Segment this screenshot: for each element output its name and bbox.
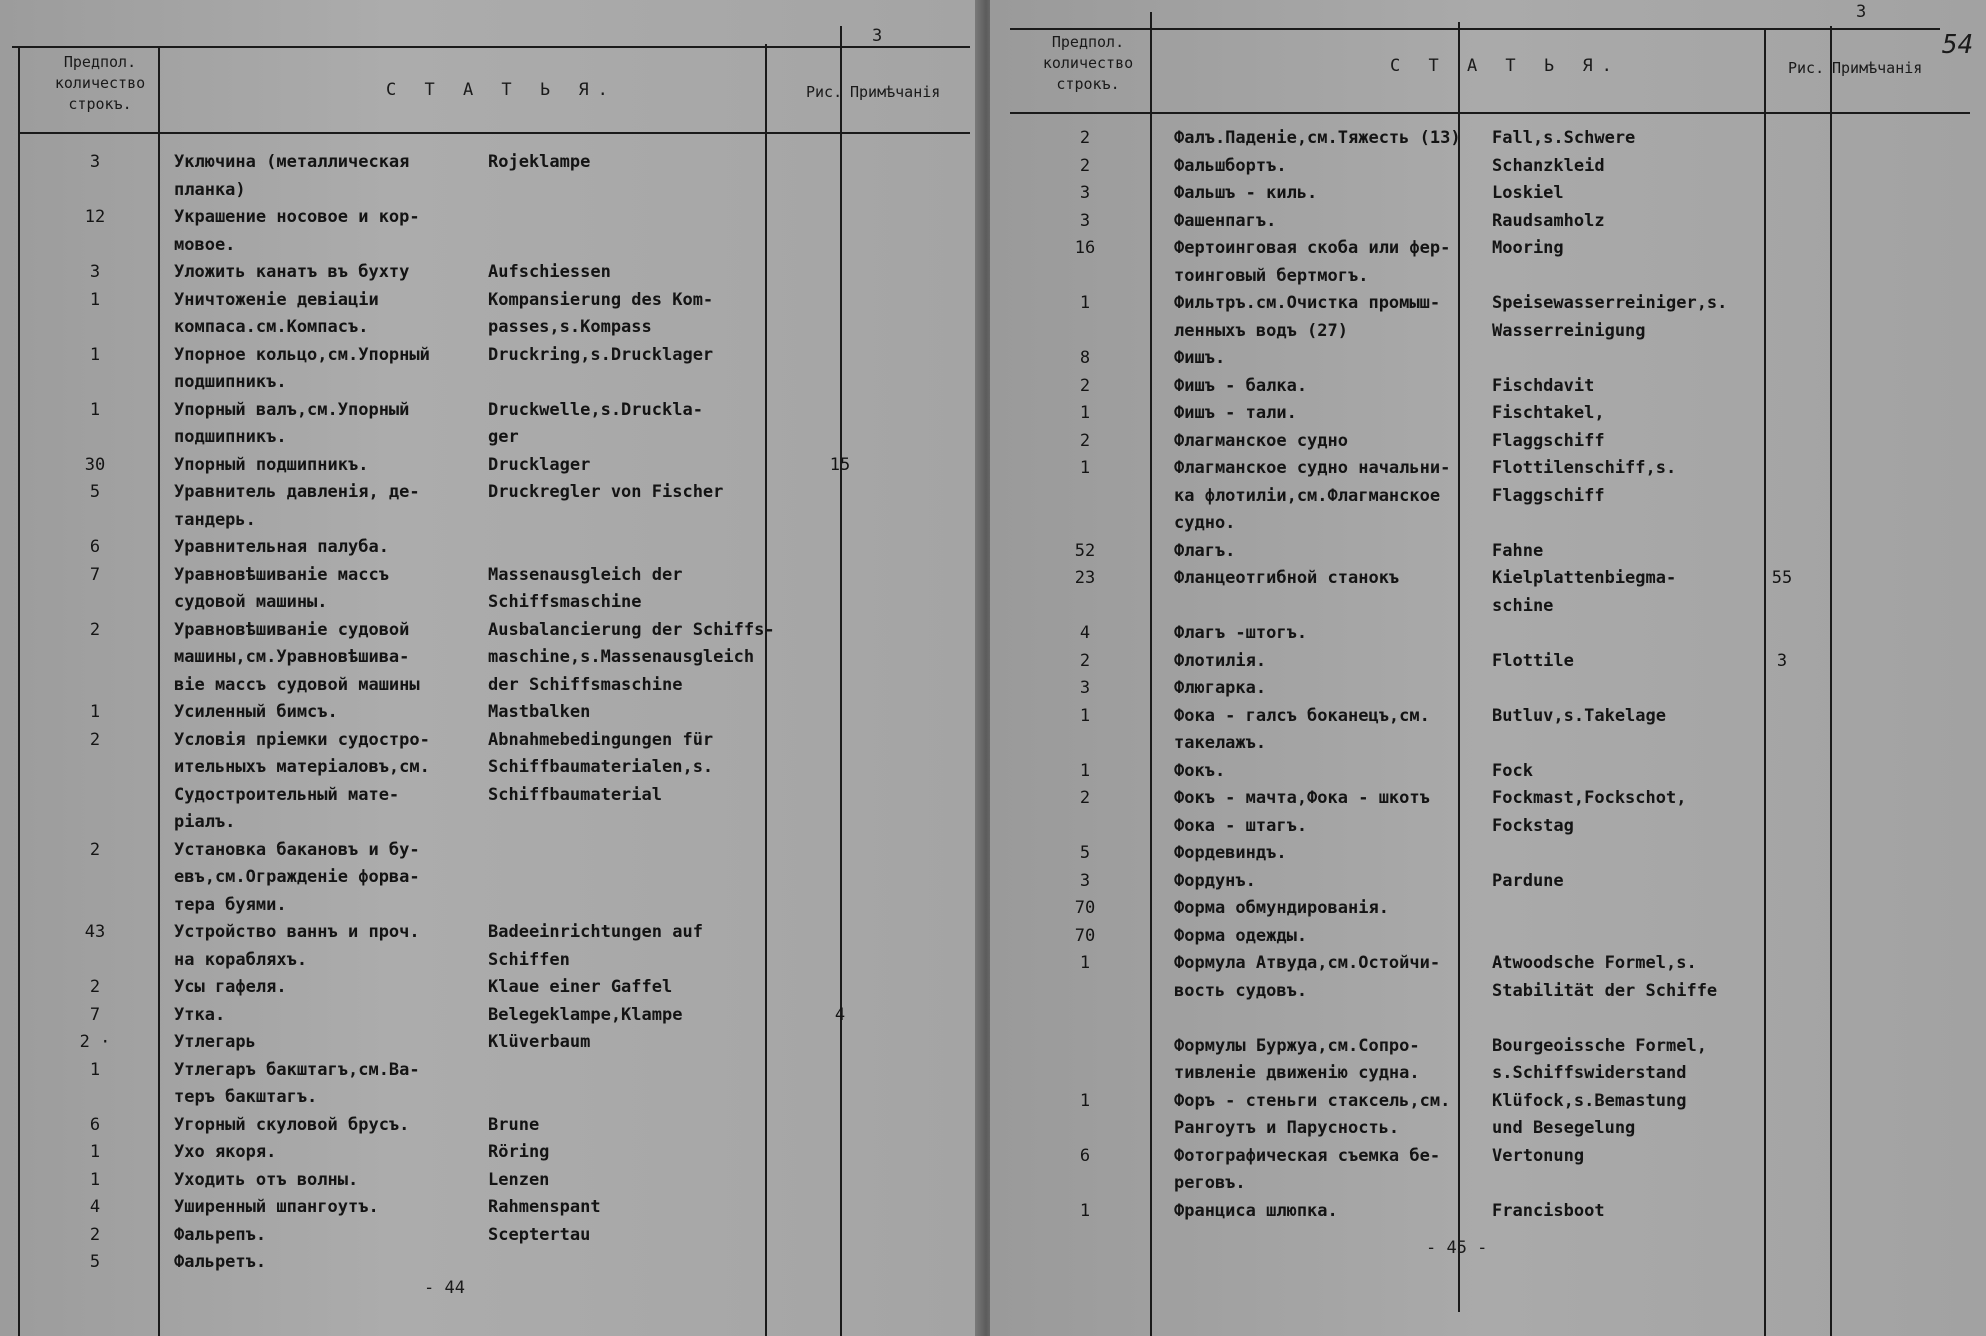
- table-row: [0, 1111, 982, 1139]
- entry-count: 1: [89, 702, 101, 722]
- right-page: [990, 0, 1986, 1336]
- entry-russian-term: Фалъ.Паденіе,см.Тяжесть (13): [1174, 128, 1461, 148]
- entry-count: 2 ·: [79, 1032, 111, 1052]
- table-row: [990, 399, 1986, 427]
- table-row: [0, 148, 982, 176]
- entry-count: 12: [84, 207, 106, 227]
- entry-german-term: Kielplattenbiegma-: [1492, 568, 1677, 588]
- entry-german-term: Flaggschiff: [1492, 485, 1605, 506]
- table-row: [0, 1083, 982, 1111]
- table-row: [990, 262, 1986, 290]
- entry-german-term: Loskiel: [1492, 183, 1564, 203]
- entry-german-term: Stabilität der Schiffe: [1492, 980, 1718, 1001]
- entry-count: 52: [1074, 540, 1096, 561]
- entry-russian-term: Фишъ - тали.: [1174, 403, 1297, 423]
- table-row: [0, 1248, 982, 1276]
- entry-russian-term: тера буями.: [174, 894, 287, 915]
- table-row: [990, 647, 1986, 675]
- entry-german-term: s.Schiffswiderstand: [1492, 1063, 1687, 1083]
- entry-figure-number: 15: [829, 454, 851, 475]
- entry-russian-term: ріалъ.: [174, 812, 236, 832]
- entry-german-term: Lenzen: [488, 1169, 550, 1190]
- entry-count: 8: [1079, 348, 1091, 368]
- table-row: [990, 317, 1986, 345]
- entry-german-term: Massenausgleich der: [488, 564, 683, 585]
- entry-russian-term: теръ бакштагъ.: [174, 1087, 318, 1107]
- table-row: [0, 863, 982, 891]
- table-row: [0, 616, 982, 644]
- table-row: [990, 812, 1986, 840]
- entry-russian-term: Усы гафеля.: [174, 977, 287, 997]
- entry-russian-term: Установка бакановъ и бу-: [174, 839, 420, 860]
- table-row: [0, 478, 982, 506]
- entry-count: 4: [89, 1197, 101, 1217]
- table-row: [0, 836, 982, 864]
- entry-german-term: ger: [488, 427, 519, 447]
- entry-figure-number: 3: [1776, 650, 1788, 671]
- entry-count: 1: [1079, 760, 1091, 781]
- entry-russian-term: тивленіе движенію судна.: [1174, 1063, 1420, 1083]
- entry-russian-term: Устройство ваннъ и проч.: [174, 922, 420, 942]
- entry-count: 3: [89, 152, 101, 172]
- entry-german-term: Brune: [488, 1114, 540, 1135]
- table-row: [990, 949, 1986, 977]
- right-page-number: - 45 -: [1426, 1238, 1488, 1258]
- entry-russian-term: Фокъ - мачта,Фока - шкотъ: [1174, 788, 1430, 808]
- entry-count: 1: [1079, 705, 1091, 726]
- entry-count: 23: [1074, 568, 1096, 588]
- table-row: [0, 423, 982, 451]
- entry-german-term: der Schiffsmaschine: [488, 674, 683, 695]
- left-count-header: Предпол. количество строкъ.: [54, 53, 146, 113]
- entry-russian-term: Фордунъ.: [1174, 870, 1256, 891]
- table-row: [0, 561, 982, 589]
- entry-russian-term: Фишъ.: [1174, 348, 1226, 368]
- table-row: [990, 1059, 1986, 1087]
- entry-russian-term: Усиленный бимсъ.: [174, 702, 338, 722]
- entry-russian-term: Уравновѣшиваніе судовой: [174, 619, 410, 640]
- entry-count: 5: [1079, 843, 1091, 863]
- table-row: [990, 509, 1986, 537]
- entry-german-term: Ausbalancierung der Schiffs-: [488, 619, 775, 640]
- entry-count: 1: [89, 1142, 101, 1162]
- entry-russian-term: тандерь.: [174, 509, 256, 530]
- entry-german-term: Fockmast,Fockschot,: [1492, 788, 1687, 808]
- table-row: [0, 506, 982, 534]
- entry-russian-term: Утка.: [174, 1004, 226, 1025]
- entry-german-term: Bourgeoissche Formel,: [1492, 1035, 1707, 1056]
- right-header-bottom-rule: [1010, 112, 1970, 114]
- entry-count: 3: [1079, 210, 1091, 231]
- entry-russian-term: реговъ.: [1174, 1173, 1246, 1193]
- entry-german-term: Sceptertau: [488, 1224, 591, 1245]
- entry-german-term: Raudsamholz: [1492, 210, 1605, 231]
- entry-russian-term: Флагъ -штогъ.: [1174, 623, 1308, 643]
- entry-russian-term: Условія пріемки судостро-: [174, 729, 430, 750]
- entry-count: 6: [89, 1114, 101, 1135]
- entry-count: 70: [1074, 925, 1096, 946]
- entry-count: 2: [1079, 155, 1091, 176]
- table-row: [990, 702, 1986, 730]
- entry-german-term: Belegeklampe,Klampe: [488, 1004, 683, 1025]
- entry-russian-term: Флагманское судно: [1174, 430, 1348, 451]
- right-entries: [990, 124, 1986, 1254]
- entry-count: 70: [1074, 898, 1096, 918]
- table-row: [990, 207, 1986, 235]
- entry-russian-term: Уключина (металлическая: [174, 152, 410, 172]
- entry-german-term: Klüverbaum: [488, 1032, 591, 1052]
- entry-count: 6: [1079, 1145, 1091, 1166]
- entry-german-term: Badeeinrichtungen auf: [488, 922, 703, 942]
- right-top-number: 3: [1856, 2, 1867, 22]
- table-row: [990, 784, 1986, 812]
- entry-russian-term: планка): [174, 179, 246, 200]
- table-row: [0, 286, 982, 314]
- entry-russian-term: Уложить канатъ въ бухту: [174, 262, 410, 282]
- entry-russian-term: Фальшбортъ.: [1174, 155, 1287, 176]
- entry-german-term: Francisboot: [1492, 1200, 1605, 1221]
- entry-german-term: Fischdavit: [1492, 375, 1595, 396]
- entry-german-term: Mooring: [1492, 238, 1564, 258]
- table-row: [0, 341, 982, 369]
- right-notes-header: Примѣчанія: [1832, 59, 1923, 77]
- entry-russian-term: такелажъ.: [1174, 733, 1267, 753]
- entry-russian-term: Фишъ - балка.: [1174, 375, 1308, 396]
- left-fig-header: Рис.: [806, 83, 843, 101]
- table-row: [0, 891, 982, 919]
- entry-german-term: passes,s.Kompass: [488, 317, 652, 337]
- table-row: [0, 781, 982, 809]
- entry-russian-term: Фока - галсъ боканецъ,см.: [1174, 705, 1430, 726]
- entry-russian-term: Утлегарь: [174, 1032, 256, 1052]
- entry-russian-term: Уширенный шпангоутъ.: [174, 1197, 379, 1217]
- entry-count: 4: [1079, 623, 1091, 643]
- entry-russian-term: Флагманское судно начальни-: [1174, 458, 1451, 478]
- entry-russian-term: Флюгарка.: [1174, 678, 1267, 698]
- entry-russian-term: мовое.: [174, 234, 236, 255]
- entry-german-term: Flottile: [1492, 650, 1574, 671]
- table-row: [0, 643, 982, 671]
- entry-russian-term: машины,см.Уравновѣшива-: [174, 647, 410, 667]
- entry-german-term: Druckring,s.Drucklager: [488, 344, 714, 365]
- entry-german-term: Abnahmebedingungen für: [488, 729, 714, 750]
- entry-russian-term: евъ,см.Огражденіе форва-: [174, 867, 420, 887]
- table-row: [990, 289, 1986, 317]
- entry-count: 3: [1079, 678, 1091, 698]
- table-row: [0, 808, 982, 836]
- table-row: [990, 454, 1986, 482]
- table-row: [0, 1056, 982, 1084]
- table-row: [0, 176, 982, 204]
- entry-figure-number: 55: [1771, 568, 1793, 588]
- table-row: [990, 674, 1986, 702]
- entry-german-term: Rahmenspant: [488, 1197, 601, 1217]
- entry-count: 1: [89, 1169, 101, 1190]
- entry-german-term: Schiffbaumaterialen,s.: [488, 757, 714, 777]
- entry-russian-term: віе массъ судовой машины: [174, 674, 420, 695]
- entry-german-term: Schanzkleid: [1492, 155, 1605, 176]
- table-row: [0, 946, 982, 974]
- entry-russian-term: Уравнитель давленія, де-: [174, 482, 420, 502]
- left-top-number: 3: [872, 26, 883, 46]
- entry-german-term: Schiffen: [488, 949, 570, 970]
- entry-count: 2: [1079, 430, 1091, 451]
- archive-stamp: 54: [1942, 30, 1974, 60]
- entry-count: 3: [89, 262, 101, 282]
- entry-russian-term: Рангоутъ и Парусность.: [1174, 1118, 1400, 1138]
- entry-german-term: Rojeklampe: [488, 152, 591, 172]
- entry-german-term: Flottilenschiff,s.: [1492, 458, 1677, 478]
- left-header-bottom-rule: [18, 132, 970, 134]
- table-row: [0, 396, 982, 424]
- entry-count: 3: [1079, 183, 1091, 203]
- entry-german-term: Vertonung: [1492, 1145, 1585, 1166]
- table-row: [0, 753, 982, 781]
- entry-count: 43: [84, 922, 106, 942]
- entry-russian-term: компаса.см.Компасъ.: [174, 317, 369, 337]
- entry-russian-term: Формулы Буржуа,см.Сопро-: [1174, 1035, 1420, 1056]
- entry-russian-term: вость судовъ.: [1174, 980, 1308, 1001]
- entry-russian-term: судно.: [1174, 513, 1236, 533]
- entry-russian-term: Угорный скуловой брусъ.: [174, 1114, 410, 1135]
- entry-german-term: Aufschiessen: [488, 262, 611, 282]
- entry-russian-term: Уничтоженіе девіаціи: [174, 289, 379, 310]
- table-row: [0, 231, 982, 259]
- entry-russian-term: Форъ - стеньги стаксель,см.: [1174, 1090, 1451, 1111]
- entry-german-term: Mastbalken: [488, 702, 591, 722]
- table-row: [0, 203, 982, 231]
- entry-german-term: Klüfock,s.Bemastung: [1492, 1090, 1687, 1111]
- table-row: [0, 1001, 982, 1029]
- entry-german-term: Fahne: [1492, 540, 1544, 561]
- entry-count: 5: [89, 1252, 101, 1272]
- entry-count: 1: [1079, 403, 1091, 423]
- entry-german-term: schine: [1492, 595, 1554, 616]
- entry-german-term: Druckwelle,s.Druckla-: [488, 399, 703, 420]
- entry-german-term: Kompansierung des Kom-: [488, 289, 714, 310]
- table-row: [0, 726, 982, 754]
- entry-russian-term: Уравновѣшиваніе массъ: [174, 564, 389, 585]
- table-row: [0, 698, 982, 726]
- left-entries: [0, 148, 982, 1278]
- entry-russian-term: Утлегаръ бакштагъ,см.Ва-: [174, 1059, 420, 1080]
- entry-count: 1: [89, 399, 101, 420]
- left-article-header: С Т А Т Ь Я.: [386, 80, 617, 100]
- table-row: [990, 482, 1986, 510]
- table-row: [990, 839, 1986, 867]
- entry-german-term: Pardune: [1492, 870, 1564, 891]
- table-row: [990, 757, 1986, 785]
- entry-russian-term: подшипникъ.: [174, 372, 287, 392]
- entry-russian-term: Фертоинговая скоба или фер-: [1174, 238, 1451, 258]
- entry-german-term: maschine,s.Massenausgleich: [488, 647, 755, 667]
- table-row: [990, 344, 1986, 372]
- left-notes-header: Примѣчанія: [850, 83, 941, 101]
- table-row: [0, 671, 982, 699]
- entry-german-term: Butluv,s.Takelage: [1492, 705, 1666, 726]
- entry-russian-term: подшипникъ.: [174, 427, 287, 447]
- right-fig-header: Рис.: [1788, 59, 1825, 77]
- entry-russian-term: Фланцеотгибной станокъ: [1174, 568, 1400, 588]
- entry-count: 7: [89, 564, 101, 585]
- table-row: [990, 592, 1986, 620]
- table-row: [990, 729, 1986, 757]
- entry-count: 1: [1079, 953, 1091, 973]
- entry-russian-term: Ухо якоря.: [174, 1142, 277, 1162]
- entry-german-term: Röring: [488, 1142, 550, 1162]
- table-row: [0, 451, 982, 479]
- entry-german-term: Wasserreinigung: [1492, 320, 1646, 341]
- entry-russian-term: тоинговый бертмогъ.: [1174, 265, 1369, 286]
- table-row: [990, 1169, 1986, 1197]
- left-header-top-rule: [12, 46, 970, 48]
- entry-russian-term: ка флотиліи,см.Флагманское: [1174, 485, 1441, 506]
- table-row: [990, 977, 1986, 1005]
- entry-count: 2: [1079, 375, 1091, 396]
- entry-russian-term: Судостроительный мате-: [174, 784, 400, 805]
- entry-russian-term: Фотографическая съемка бе-: [1174, 1145, 1441, 1166]
- entry-russian-term: Уравнительная палуба.: [174, 537, 389, 557]
- table-row: [0, 1138, 982, 1166]
- entry-german-term: Druckregler von Fischer: [488, 482, 724, 502]
- entry-german-term: Drucklager: [488, 454, 591, 475]
- table-row: [990, 1197, 1986, 1225]
- entry-german-term: Atwoodsche Formel,s.: [1492, 953, 1697, 973]
- table-row: [0, 918, 982, 946]
- entry-count: 2: [89, 619, 101, 640]
- table-row: [990, 537, 1986, 565]
- table-row: [990, 179, 1986, 207]
- entry-russian-term: Формула Атвуда,см.Остойчи-: [1174, 953, 1441, 973]
- entry-german-term: Klaue einer Gaffel: [488, 977, 673, 997]
- entry-russian-term: Флагъ.: [1174, 540, 1236, 561]
- entry-russian-term: Фальрепъ.: [174, 1224, 267, 1245]
- entry-count: 30: [84, 454, 106, 475]
- table-row: [990, 124, 1986, 152]
- table-row: [0, 258, 982, 286]
- table-row: [990, 1114, 1986, 1142]
- entry-german-term: Fall,s.Schwere: [1492, 128, 1636, 148]
- entry-count: 2: [1079, 650, 1091, 671]
- entry-russian-term: Фальшъ - киль.: [1174, 183, 1318, 203]
- entry-count: 1: [1079, 458, 1091, 478]
- entry-german-term: Flaggschiff: [1492, 430, 1605, 451]
- left-page: [0, 0, 982, 1336]
- entry-german-term: Fockstag: [1492, 815, 1574, 836]
- table-row: [990, 234, 1986, 262]
- right-article-header: С Т А Т Ь Я.: [1390, 56, 1621, 76]
- entry-count: 2: [1079, 128, 1091, 148]
- entry-russian-term: Франциса шлюпка.: [1174, 1200, 1338, 1221]
- entry-count: 6: [89, 537, 101, 557]
- entry-russian-term: Упорное кольцо,см.Упорный: [174, 344, 430, 365]
- entry-count: 1: [1079, 293, 1091, 313]
- entry-german-term: Speisewasserreiniger,s.: [1492, 293, 1728, 313]
- table-row: [990, 427, 1986, 455]
- entry-count: 1: [1079, 1200, 1091, 1221]
- table-row: [0, 588, 982, 616]
- entry-count: 1: [89, 344, 101, 365]
- entry-russian-term: Фашенпагъ.: [1174, 210, 1277, 231]
- entry-russian-term: Флотилія.: [1174, 650, 1267, 671]
- table-row: [0, 533, 982, 561]
- entry-count: 3: [1079, 870, 1091, 891]
- entry-count: 7: [89, 1004, 101, 1025]
- table-row: [0, 1028, 982, 1056]
- entry-russian-term: Форма обмундированія.: [1174, 898, 1389, 918]
- entry-russian-term: ленныхъ водъ (27): [1174, 320, 1348, 341]
- entry-russian-term: Упорный подшипникъ.: [174, 454, 369, 475]
- table-row: [990, 894, 1986, 922]
- entry-russian-term: Фальретъ.: [174, 1252, 267, 1272]
- table-row: [990, 1087, 1986, 1115]
- entry-german-term: Fock: [1492, 760, 1533, 781]
- entry-russian-term: Фильтръ.см.Очистка промыш-: [1174, 293, 1441, 313]
- table-row: [0, 1193, 982, 1221]
- entry-count: 2: [89, 977, 101, 997]
- table-row: [0, 973, 982, 1001]
- entry-russian-term: Фока - штагъ.: [1174, 815, 1308, 836]
- entry-count: 2: [89, 729, 101, 750]
- entry-russian-term: ительныхъ матеріаловъ,см.: [174, 757, 430, 777]
- entry-count: 1: [1079, 1090, 1091, 1111]
- table-row: [990, 152, 1986, 180]
- entry-figure-number: 4: [834, 1004, 846, 1025]
- table-row: [0, 1221, 982, 1249]
- entry-russian-term: Фокъ.: [1174, 760, 1226, 781]
- entry-german-term: Schiffbaumaterial: [488, 784, 662, 805]
- entry-german-term: und Besegelung: [1492, 1118, 1636, 1138]
- entry-count: 2: [89, 1224, 101, 1245]
- entry-russian-term: Форма одежды.: [1174, 925, 1308, 946]
- right-count-header: Предпол. количество строкъ.: [1042, 33, 1134, 93]
- entry-russian-term: Упорный валъ,см.Упорный: [174, 399, 410, 420]
- entry-german-term: Fischtakel,: [1492, 403, 1605, 423]
- table-row: [0, 368, 982, 396]
- table-row: [990, 619, 1986, 647]
- left-page-number: - 44: [424, 1278, 465, 1298]
- entry-russian-term: судовой машины.: [174, 592, 328, 612]
- table-row: [0, 313, 982, 341]
- table-row: [990, 867, 1986, 895]
- entry-count: 1: [89, 1059, 101, 1080]
- entry-russian-term: Фордевиндъ.: [1174, 843, 1287, 863]
- entry-russian-term: Украшение носовое и кор-: [174, 207, 420, 227]
- table-row: [990, 1032, 1986, 1060]
- table-row: [0, 1166, 982, 1194]
- entry-count: 2: [1079, 788, 1091, 808]
- table-row: [990, 922, 1986, 950]
- table-row: [990, 1142, 1986, 1170]
- entry-count: 5: [89, 482, 101, 502]
- entry-count: 16: [1074, 238, 1096, 258]
- entry-russian-term: Уходить отъ волны.: [174, 1169, 359, 1190]
- entry-russian-term: на корабляхъ.: [174, 949, 308, 970]
- entry-count: 2: [89, 839, 101, 860]
- table-row: [990, 372, 1986, 400]
- entry-german-term: Schiffsmaschine: [488, 592, 642, 612]
- table-row: [990, 1004, 1986, 1032]
- entry-count: 1: [89, 289, 101, 310]
- table-row: [990, 564, 1986, 592]
